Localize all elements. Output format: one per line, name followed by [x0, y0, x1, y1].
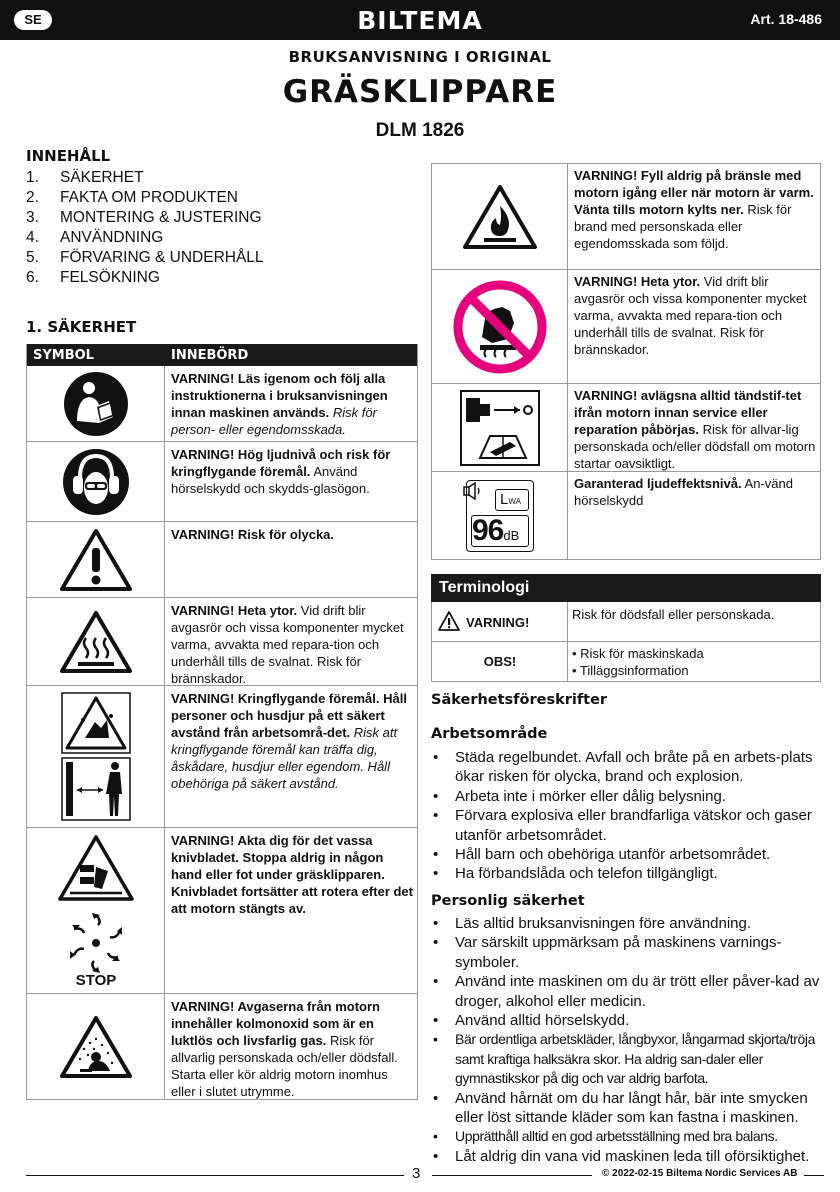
toc-item: 1. SÄKERHET [26, 169, 144, 186]
col-symbol: SYMBOL [33, 348, 94, 363]
symbol-table [26, 344, 418, 1100]
language-badge: SE [14, 10, 52, 30]
toc-item: 6. FELSÖKNING [26, 269, 160, 286]
symbol-row: VARNING! Kringflygande föremål. Håll personer och husdjur på ett säkert avstånd från arbetsområ-det. Risk att kringflygande föremål kan träffa dig, åskådare, husdjur eller egendom. Håll obehöriga på säkert avstånd. [27, 686, 417, 828]
list-item: • Ha förbandslåda och telefon tillgängligt. [431, 864, 823, 883]
list-item: • Bär ordentliga arbetskläder, långbyxor, långarmad skjorta/tröja samt kraftiga halksäkra skor. Ha aldrig san-daler eller gymnastikskor på dig och var aldrig barfota. [431, 1030, 823, 1088]
warning-triangle-icon [60, 528, 132, 592]
list-item: • Städa regelbundet. Avfall och bråte på en arbets-plats ökar risken för olycka, brand och explosion. [431, 748, 823, 787]
symbol-table-header [27, 344, 417, 366]
hot-surface-icon [60, 610, 132, 674]
symbol-row: VARNING! Läs igenom och följ alla instruktionerna i bruksanvisningen innan maskinen används. Risk för person- eller egendomsskada. [27, 366, 417, 442]
terminology-value: Risk för dödsfall eller personskada. [572, 607, 775, 622]
symbol-row: VARNING! Heta ytor. Vid drift blir avgasrör och vissa komponenter mycket varma, avvakta med repara-tion och underhåll tills de svalnat. Risk för brännskador. [27, 598, 417, 686]
symbol-row: VARNING! Heta ytor. Vid drift blir avgasrör och vissa komponenter mycket varma, avvakta med repara-tion och underhåll tills de svalnat. Risk för brännskador. [432, 270, 820, 384]
blade-stop-icon [56, 831, 136, 991]
list-item: • Låt aldrig din vana vid maskinen leda till oförsiktighet. [431, 1147, 823, 1166]
list-item: • Läs alltid bruksanvisningen före användning. [431, 914, 823, 933]
list-item: • Förvara explosiva eller brandfarliga vätskor och gaser utanför arbetsområdet. [431, 806, 823, 845]
terminology-row: VARNING! Risk för dödsfall eller personskada. [431, 602, 821, 642]
toc-list [26, 168, 264, 288]
footer-divider [26, 1175, 404, 1176]
article-number: Art. 18-486 [750, 11, 822, 27]
terminology-value: • Risk för maskinskada [572, 646, 704, 661]
flying-objects-icon [61, 692, 131, 822]
symbol-row: VARNING! Hög ljudnivå och risk för kringflygande föremål. Använd hörselskydd och skydds-glasögon. [27, 442, 417, 522]
symbol-row: VARNING! Risk för olycka. [27, 522, 417, 598]
brand-logo: BILTEMA [357, 6, 483, 35]
symbol-row: VARNING! Fyll aldrig på bränsle med motorn igång eller när motorn är varm. Vänta tills motorn kylts ner. Risk för brand med personskada eller egendomsskada som följd. [432, 164, 820, 270]
safety-heading: Säkerhetsföreskrifter [431, 692, 608, 708]
toc-item: 4. ANVÄNDNING [26, 229, 164, 246]
list-item: • Använd alltid hörselskydd. [431, 1011, 823, 1030]
lwa-label: LWA [495, 489, 529, 511]
warning-small-icon [438, 611, 460, 631]
terminology-row: OBS! • Risk för maskinskada • Tilläggsinformation [431, 642, 821, 682]
header-bar [0, 0, 840, 40]
toc-heading: INNEHÅLL [26, 147, 111, 165]
copyright: © 2022-02-15 Biltema Nordic Services AB [602, 1168, 798, 1179]
list-item: • Var särskilt uppmärksam på maskinens varnings-symboler. [431, 933, 823, 972]
page-number: 3 [412, 1165, 421, 1182]
work-area-list [431, 748, 823, 884]
terminology-heading: Terminologi [431, 574, 821, 602]
doc-title: GRÄSKLIPPARE [282, 74, 558, 110]
symbol-row: LWA 96dB Garanterad ljudeffektsnivå. An-vänd hörselskydd [432, 472, 820, 560]
symbol-table-continued [431, 163, 821, 560]
work-area-heading: Arbetsområde [431, 726, 548, 742]
personal-safety-list [431, 914, 823, 1166]
speaker-icon [463, 482, 483, 500]
list-item: • Använd inte maskinen om du är trött eller påver-kad av droger, alkohol eller medicin. [431, 972, 823, 1011]
sound-level-icon [466, 480, 534, 552]
toc-item: 2. FAKTA OM PRODUKTEN [26, 189, 238, 206]
ear-eye-protection-icon [62, 448, 130, 516]
personal-safety-heading: Personlig säkerhet [431, 893, 585, 909]
section-heading-safety: 1. SÄKERHET [26, 318, 137, 336]
terminology-table [431, 574, 821, 682]
footer-divider [432, 1175, 592, 1176]
list-item: • Använd hårnät om du har långt hår, bär inte smycken eller löst sittande kläder som kan fastna i maskinen. [431, 1089, 823, 1128]
symbol-row: VARNING! avlägsna alltid tändstif-tet ifrån motorn innan service eller reparation påbörjas. Risk för allvar-lig personskada och/eller dödsfall om motorn startar oavsiktligt. [432, 384, 820, 472]
no-touch-icon [452, 279, 548, 375]
spark-plug-icon [460, 390, 540, 466]
symbol-row: STOP VARNING! Akta dig för det vassa knivbladet. Stoppa aldrig in någon hand eller fot under gräsklipparen. Knivbladet fortsätter att rotera efter det att motorn stängts av. [27, 828, 417, 994]
model-number: DLM 1826 [375, 120, 465, 141]
list-item: • Upprätthåll alltid en god arbetsställning med bra balans. [431, 1127, 823, 1146]
exhaust-gas-icon [60, 1015, 132, 1079]
toc-item: 5. FÖRVARING & UNDERHÅLL [26, 249, 264, 266]
db-value-box: 96dB [471, 515, 529, 547]
list-item: • Håll barn och obehöriga utanför arbetsområdet. [431, 845, 823, 864]
symbol-row: VARNING! Avgaserna från motorn innehåller kolmonoxid som är en luktlös och livsfarlig gas. Risk för allvarlig personskada och/eller dödsfall. Starta eller kör aldrig motorn inomhus eller i slutet utrymme. [27, 994, 417, 1100]
doc-subtitle: BRUKSANVISNING I ORIGINAL [288, 48, 552, 66]
list-item: • Arbeta inte i mörker eller dålig belysning. [431, 787, 823, 806]
footer-divider [804, 1175, 824, 1176]
toc-item: 3. MONTERING & JUSTERING [26, 209, 262, 226]
terminology-value: • Tilläggsinformation [572, 663, 689, 678]
read-manual-icon [63, 371, 129, 437]
stop-label: STOP [75, 972, 117, 989]
fire-hazard-icon [462, 184, 538, 250]
col-meaning: INNEBÖRD [171, 348, 249, 363]
